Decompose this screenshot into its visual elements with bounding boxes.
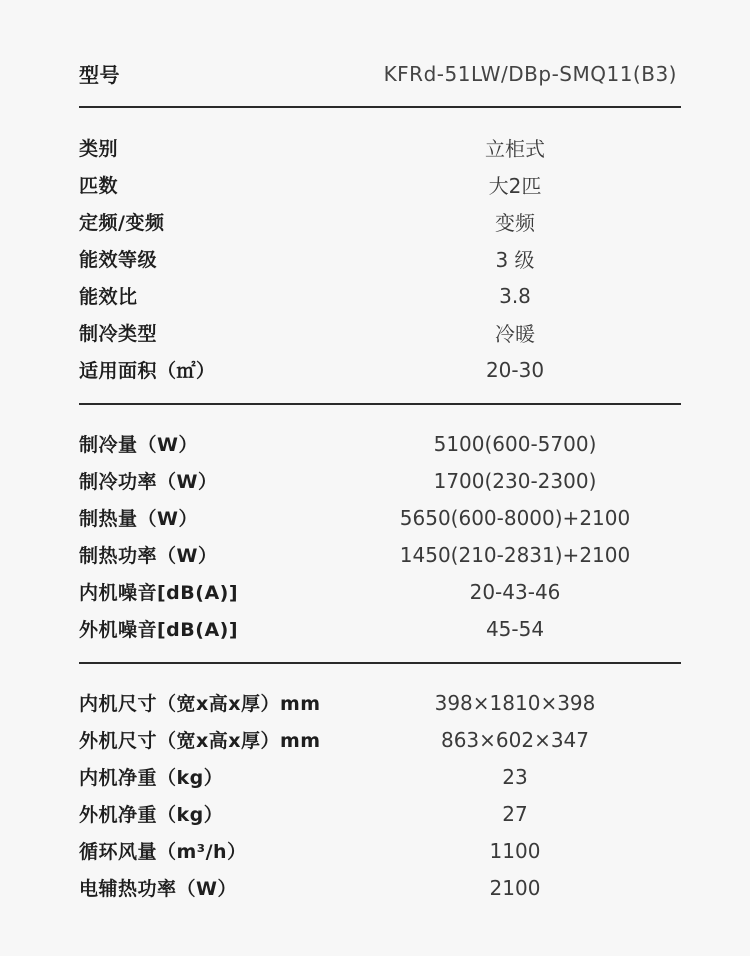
- spec-value: 20-43-46: [469, 579, 561, 604]
- spec-value: 1700(230-2300): [433, 468, 597, 493]
- spec-value: 大2匹: [488, 174, 542, 198]
- spec-value: 5100(600-5700): [433, 431, 597, 456]
- spec-label: 类别: [79, 138, 119, 160]
- spec-row: [79, 869, 681, 906]
- section-divider: [79, 106, 681, 108]
- spec-row: [79, 166, 681, 203]
- spec-row: [79, 425, 681, 462]
- spec-value: 5650(600-8000)+2100: [399, 505, 631, 530]
- spec-label: 定频/变频: [79, 212, 165, 234]
- spec-row: [79, 203, 681, 240]
- spec-value: 冷暖: [495, 322, 535, 346]
- spec-label: 内机尺寸（宽x高x厚）mm: [79, 693, 321, 715]
- spec-row: [79, 462, 681, 499]
- spec-row: [79, 684, 681, 721]
- spec-label: 外机噪音[dB(A)]: [79, 619, 239, 641]
- spec-row: [79, 314, 681, 351]
- spec-label: 循环风量（m³/h）: [79, 841, 247, 863]
- spec-row: [79, 610, 681, 647]
- spec-label: 能效等级: [79, 249, 158, 271]
- spec-value: 变频: [495, 211, 535, 235]
- spec-label: 内机净重（kg）: [79, 767, 224, 789]
- spec-value: 2100: [489, 875, 541, 900]
- spec-value: 398×1810×398: [434, 690, 596, 715]
- spec-value: 23: [502, 764, 528, 789]
- spec-value: 20-30: [485, 357, 545, 382]
- spec-value: 3.8: [499, 283, 531, 308]
- spec-row: [79, 129, 681, 166]
- section-divider: [79, 403, 681, 405]
- spec-row-model: [79, 55, 681, 92]
- spec-label: 制冷类型: [79, 323, 158, 345]
- spec-label: 制热量（W）: [79, 508, 198, 530]
- spec-row: [79, 240, 681, 277]
- spec-value: 27: [502, 801, 528, 826]
- spec-row: [79, 795, 681, 832]
- spec-value: 45-54: [485, 616, 545, 641]
- spec-row: [79, 573, 681, 610]
- spec-label: 能效比: [79, 286, 138, 308]
- spec-row: [79, 832, 681, 869]
- spec-row: [79, 721, 681, 758]
- spec-value: 3 级: [495, 248, 535, 272]
- spec-row: [79, 536, 681, 573]
- spec-value: 863×602×347: [440, 727, 590, 752]
- spec-row: [79, 351, 681, 388]
- spec-value: KFRd-51LW/DBp-SMQ11(B3): [383, 61, 677, 86]
- spec-value: 1450(210-2831)+2100: [399, 542, 631, 567]
- spec-label: 型号: [79, 63, 120, 87]
- spec-label: 适用面积（㎡）: [79, 360, 216, 382]
- spec-label: 制热功率（W）: [79, 545, 218, 567]
- spec-value: 1100: [489, 838, 541, 863]
- spec-row: [79, 758, 681, 795]
- section-divider: [79, 662, 681, 664]
- spec-value: 立柜式: [485, 137, 545, 161]
- spec-label: 外机净重（kg）: [79, 804, 224, 826]
- spec-label: 内机噪音[dB(A)]: [79, 582, 239, 604]
- spec-label: 制冷功率（W）: [79, 471, 218, 493]
- spec-label: 电辅热功率（W）: [79, 878, 237, 900]
- spec-label: 制冷量（W）: [79, 434, 198, 456]
- spec-label: 匹数: [79, 175, 119, 197]
- spec-label: 外机尺寸（宽x高x厚）mm: [79, 730, 321, 752]
- spec-row: [79, 499, 681, 536]
- spec-row: [79, 277, 681, 314]
